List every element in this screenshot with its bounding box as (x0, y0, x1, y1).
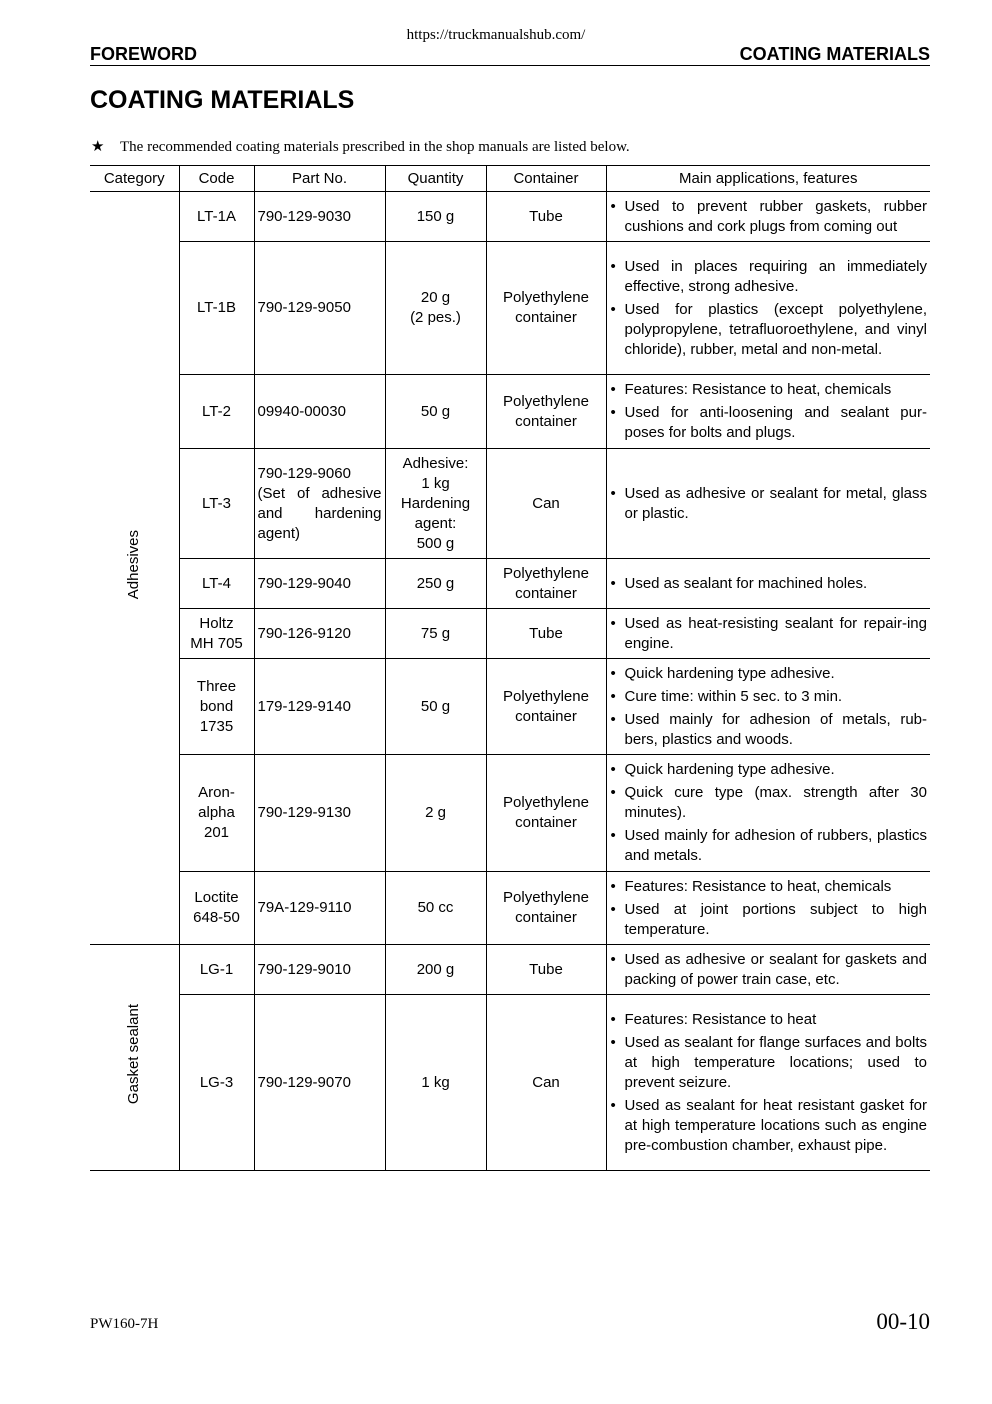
applications-list (610, 614, 928, 654)
application-item: • Used as heat-resisting sealant for repair-ing engine. (610, 614, 928, 654)
table-row (90, 945, 930, 995)
container-line: container (515, 584, 577, 602)
quantity-cell: 50 g (385, 375, 486, 449)
star-icon: ★ (91, 139, 105, 155)
container-cell: Can (486, 995, 606, 1171)
coating-materials-table (90, 165, 930, 1171)
code-cell: LT-4 (179, 559, 254, 609)
category-cell (90, 945, 179, 1171)
part-no-cell: 790-129-9010 (254, 945, 385, 995)
code-lines (183, 677, 251, 737)
part-no-cell: 790-129-9130 (254, 755, 385, 872)
header-section-name: FOREWORD (90, 44, 197, 64)
application-item: • Used for plastics (except polyethylene, polypropylene, tetrafluoroethylene, and vinyl chloride), rubber, metal and non-metal. (610, 300, 928, 360)
quantity-cell (385, 449, 486, 559)
page-title: COATING MATERIALS (90, 86, 355, 114)
container-cell (486, 659, 606, 755)
container-cell (486, 559, 606, 609)
table-body (90, 192, 930, 1171)
table-row (90, 995, 930, 1171)
part-no-cell: 09940-00030 (254, 375, 385, 449)
application-item: • Used in places requiring an immediately effective, strong adhesive. (610, 257, 928, 297)
code-cell (179, 755, 254, 872)
applications-list (610, 760, 928, 866)
quantity-lines (389, 288, 483, 328)
part-no-cell: 790-129-9050 (254, 242, 385, 375)
table-row (90, 375, 930, 449)
applications-cell (606, 449, 930, 559)
code-cell: LG-3 (179, 995, 254, 1171)
container-lines (490, 288, 603, 328)
column-header-part-no: Part No. (254, 166, 385, 192)
header-topic-name: COATING MATERIALS (739, 44, 930, 64)
container-lines (490, 564, 603, 604)
code-line: bond (199, 697, 234, 715)
footer-model: PW160-7H (90, 1316, 159, 1332)
part-no-cell: 790-129-9070 (254, 995, 385, 1171)
part-no-cell: 79A-129-9110 (254, 872, 385, 945)
container-line: Polyethylene (503, 392, 589, 410)
container-lines (490, 687, 603, 727)
container-cell: Tube (486, 609, 606, 659)
code-line: 1735 (199, 717, 234, 735)
code-lines (183, 888, 251, 928)
column-header-applications: Main applications, features (606, 166, 930, 192)
category-label: Gasket sealant (125, 1004, 143, 1105)
container-line: container (515, 814, 577, 831)
applications-list (610, 380, 928, 443)
table-row (90, 872, 930, 945)
table-row (90, 659, 930, 755)
category-cell (90, 192, 179, 945)
code-cell: LT-3 (179, 449, 254, 559)
applications-cell (606, 659, 930, 755)
code-line: Three (196, 677, 237, 695)
quantity-line: 500 g (416, 534, 455, 552)
application-item: • Cure time: within 5 sec. to 3 min. (610, 687, 928, 707)
applications-cell (606, 242, 930, 375)
container-lines (490, 392, 603, 432)
column-header-container: Container (486, 166, 606, 192)
part-no-cell: 790-129-9060 (Set of adhesive and hardening agent) (254, 449, 385, 559)
code-line: MH 705 (190, 634, 243, 652)
applications-cell (606, 609, 930, 659)
table-row (90, 449, 930, 559)
quantity-line: Hardening (400, 494, 471, 512)
applications-list (610, 574, 928, 594)
code-line: Holtz (199, 614, 234, 632)
applications-cell (606, 995, 930, 1171)
table-row (90, 242, 930, 375)
container-line: container (515, 412, 577, 430)
quantity-lines (389, 454, 483, 554)
application-item: • Quick hardening type adhesive. (610, 664, 928, 684)
code-cell: LT-1B (179, 242, 254, 375)
application-item: • Used as adhesive or sealant for gaskets and packing of power train case, etc. (610, 950, 928, 990)
part-no-cell: 790-126-9120 (254, 609, 385, 659)
header-rule (90, 65, 930, 66)
quantity-cell: 75 g (385, 609, 486, 659)
quantity-cell: 1 kg (385, 995, 486, 1171)
quantity-line: (2 pes.) (410, 309, 461, 326)
footer-page-number: 00-10 (876, 1309, 930, 1334)
container-line: Polyethylene (503, 289, 589, 306)
applications-cell (606, 945, 930, 995)
applications-cell (606, 375, 930, 449)
intro-note (91, 137, 630, 156)
applications-cell (606, 755, 930, 872)
applications-cell (606, 872, 930, 945)
part-no-cell: 790-129-9030 (254, 192, 385, 242)
application-item: • Used mainly for adhesion of metals, rub-bers, plastics and woods. (610, 710, 928, 750)
code-line: Aron- (198, 784, 235, 801)
applications-list (610, 950, 928, 990)
table-row (90, 755, 930, 872)
category-label: Adhesives (125, 530, 143, 600)
applications-list (610, 484, 928, 524)
code-lines (183, 783, 251, 843)
container-line: Polyethylene (503, 564, 589, 582)
code-cell: LG-1 (179, 945, 254, 995)
quantity-cell: 2 g (385, 755, 486, 872)
application-item: • Used as sealant for machined holes. (610, 574, 928, 594)
application-item: • Quick hardening type adhesive. (610, 760, 928, 780)
code-line: alpha (198, 804, 235, 821)
intro-note-text: The recommended coating materials prescribed in the shop manuals are listed below. (120, 139, 630, 155)
container-line: Polyethylene (503, 687, 589, 705)
container-line: container (515, 909, 577, 926)
code-cell (179, 609, 254, 659)
quantity-cell: 50 cc (385, 872, 486, 945)
applications-list (610, 1010, 928, 1156)
application-item: • Used to prevent rubber gaskets, rubber cushions and cork plugs from coming out (610, 197, 928, 237)
application-item: • Features: Resistance to heat (610, 1010, 928, 1030)
application-item: • Quick cure type (max. strength after 30 minutes). (610, 783, 928, 823)
quantity-line: 20 g (420, 289, 451, 306)
code-lines (183, 614, 251, 654)
applications-list (610, 197, 928, 237)
applications-cell (606, 192, 930, 242)
application-item: • Features: Resistance to heat, chemicals (610, 877, 928, 897)
applications-cell (606, 559, 930, 609)
container-line: container (515, 309, 577, 326)
container-lines (490, 793, 603, 833)
part-no-cell: 790-129-9040 (254, 559, 385, 609)
container-cell (486, 375, 606, 449)
column-header-code: Code (179, 166, 254, 192)
applications-list (610, 257, 928, 360)
code-line: 648-50 (193, 909, 240, 926)
column-header-quantity: Quantity (385, 166, 486, 192)
quantity-line: agent: (414, 514, 457, 532)
quantity-cell: 200 g (385, 945, 486, 995)
application-item: • Features: Resistance to heat, chemicals (610, 380, 928, 400)
application-item: • Used as adhesive or sealant for metal, glass or plastic. (610, 484, 928, 524)
application-item: • Used as sealant for heat resistant gasket for at high temperature locations such as engine pre-combustion chamber, exhaust pipe. (610, 1096, 928, 1156)
container-cell: Tube (486, 192, 606, 242)
column-header-category: Category (90, 166, 179, 192)
code-cell: LT-1A (179, 192, 254, 242)
applications-list (610, 664, 928, 750)
code-cell: LT-2 (179, 375, 254, 449)
quantity-cell: 150 g (385, 192, 486, 242)
quantity-cell (385, 242, 486, 375)
quantity-line: Adhesive: (402, 454, 469, 472)
code-line: Loctite (194, 889, 239, 906)
part-no-cell: 179-129-9140 (254, 659, 385, 755)
container-cell (486, 755, 606, 872)
container-cell (486, 242, 606, 375)
application-item: • Used for anti-loosening and sealant pur-poses for bolts and plugs. (610, 403, 928, 443)
container-cell: Tube (486, 945, 606, 995)
container-line: Polyethylene (503, 889, 589, 906)
application-item: • Used mainly for adhesion of rubbers, plastics and metals. (610, 826, 928, 866)
table-row (90, 192, 930, 242)
container-line: container (515, 707, 577, 725)
code-cell (179, 659, 254, 755)
code-cell (179, 872, 254, 945)
applications-list (610, 877, 928, 940)
table-header-row (90, 166, 930, 192)
code-line: 201 (203, 824, 230, 841)
application-item: • Used as sealant for flange surfaces and bolts at high temperature locations; used to prevent seizure. (610, 1033, 928, 1093)
quantity-line: 1 kg (421, 474, 450, 492)
source-url: https://truckmanualshub.com/ (406, 27, 586, 43)
container-lines (490, 888, 603, 928)
table-row (90, 559, 930, 609)
container-line: Polyethylene (503, 794, 589, 811)
table-row (90, 609, 930, 659)
container-cell (486, 872, 606, 945)
container-cell: Can (486, 449, 606, 559)
quantity-cell: 50 g (385, 659, 486, 755)
application-item: • Used at joint portions subject to high temperature. (610, 900, 928, 940)
quantity-cell: 250 g (385, 559, 486, 609)
